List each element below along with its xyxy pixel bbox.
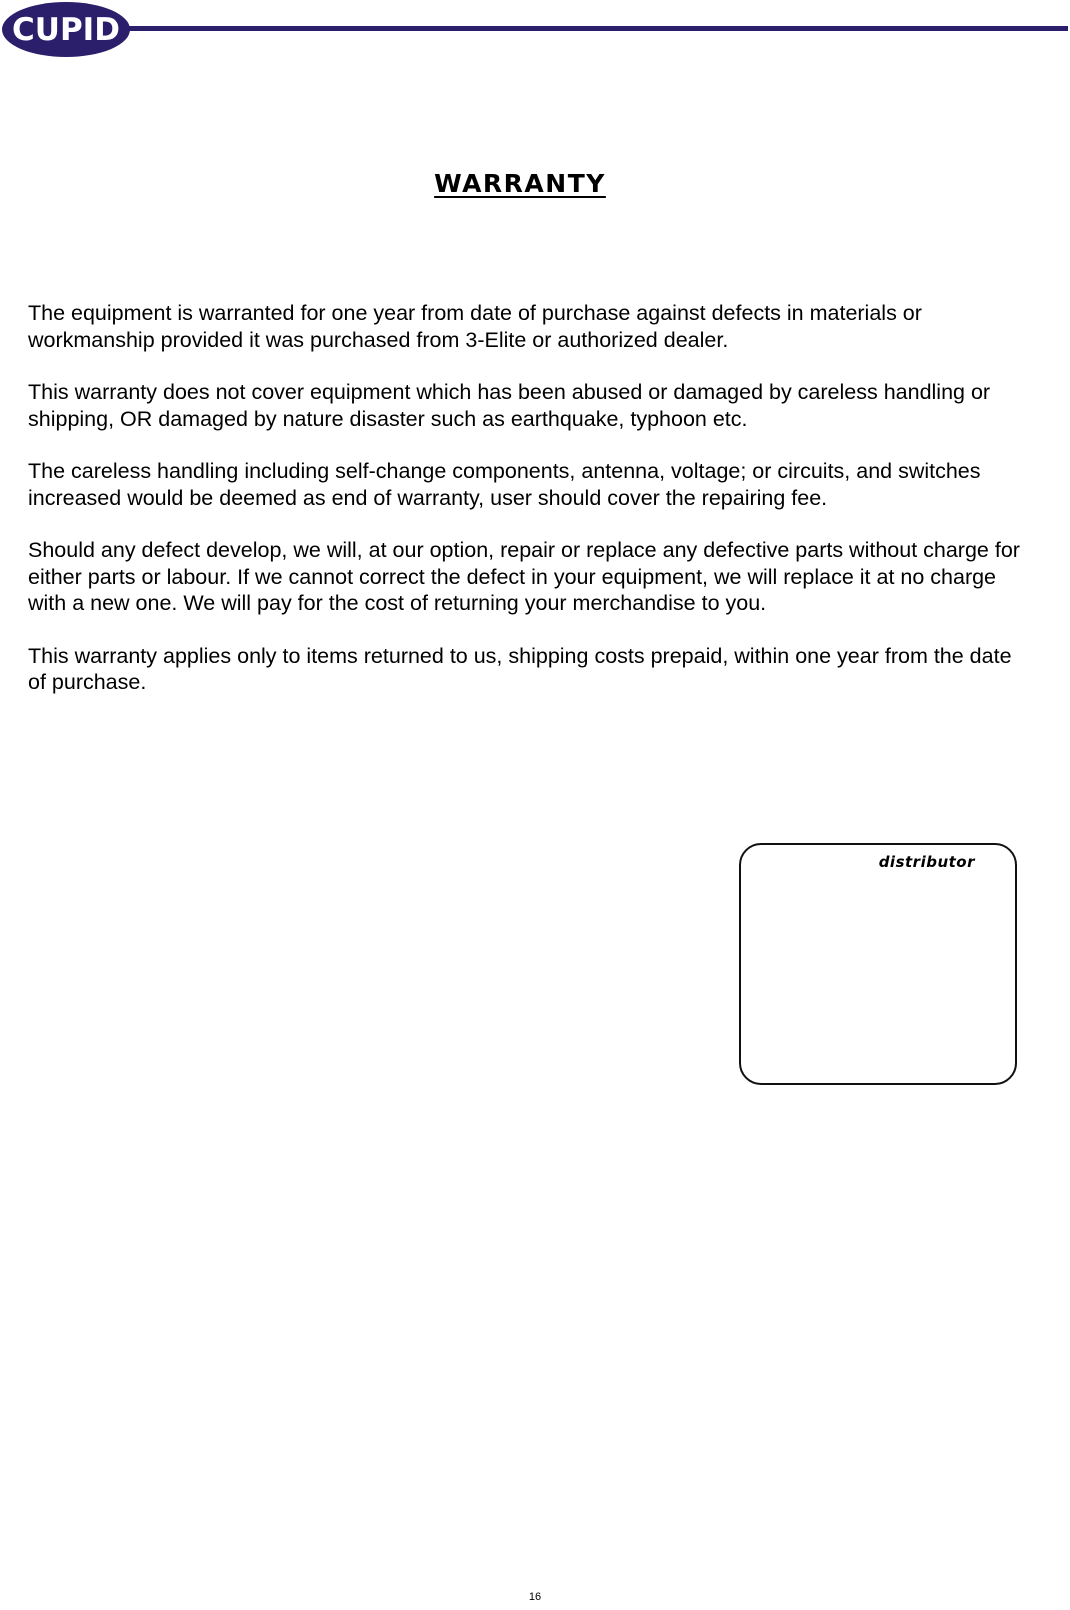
paragraph: The equipment is warranted for one year from date of purchase against defects in materials or workmanship provided it was purchased from 3-Elite or authorized dealer.	[28, 301, 922, 352]
paragraph: The careless handling including self-change components, antenna, voltage; or circuits, and switches increased would be deemed as end of warranty, user should cover the repairing fee.	[28, 459, 981, 510]
cupid-logo	[2, 2, 130, 57]
paragraph: This warranty applies only to items returned to us, shipping costs prepaid, within one year from the date of purchase.	[28, 643, 1012, 694]
page-number: 16	[528, 1591, 542, 1603]
paragraph: This warranty does not cover equipment which has been abused or damaged by careless handling or shipping, OR damaged by nature disaster such as earthquake, typhoon etc.	[28, 380, 991, 431]
paragraph: Should any defect develop, we will, at our option, repair or replace any defective parts without charge for either parts or labour. If we cannot correct the defect in your equipment, we will replace it at no charge with a new one. We will pay for the cost of returning your merchandise to you.	[28, 538, 1020, 615]
page-title: WARRANTY	[434, 169, 606, 198]
logo-text: CUPID	[12, 11, 120, 48]
header-rule	[110, 26, 1068, 31]
distributor-box	[739, 843, 1017, 1085]
warranty-body	[28, 300, 1028, 722]
distributor-label: distributor	[878, 853, 975, 871]
